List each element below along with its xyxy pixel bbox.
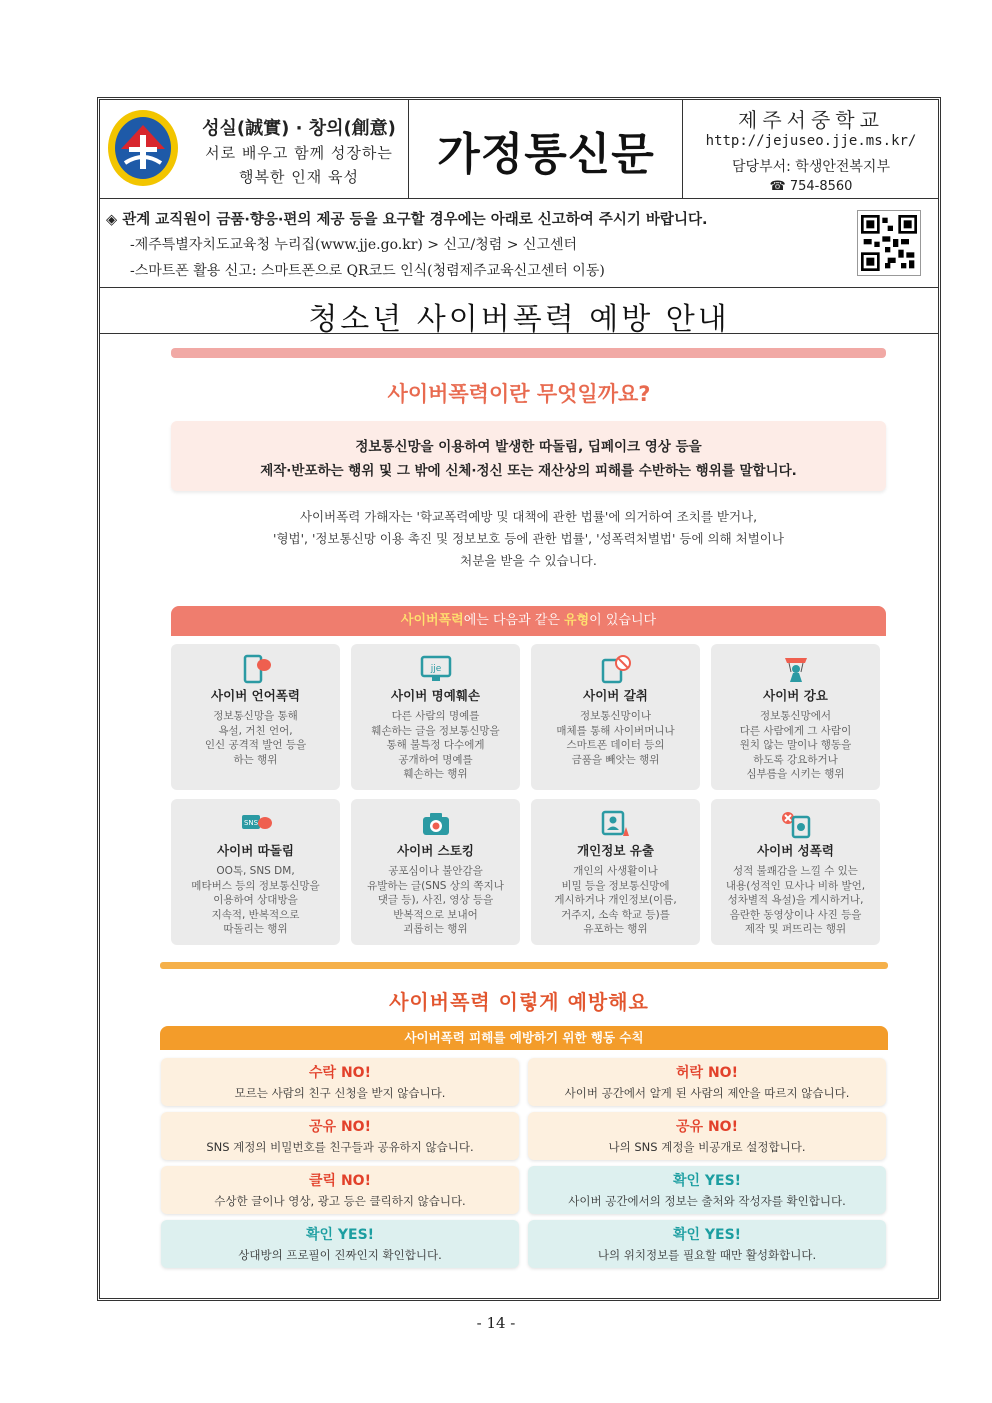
school-url-link[interactable]: http://jejuseo.jje.ms.kr/ — [705, 133, 917, 149]
report-notice-qr: -스마트폰 활용 신고: 스마트폰으로 QR코드 인식(청렴제주교육신고센터 이동) — [130, 263, 605, 279]
svg-text:jje: jje — [430, 664, 441, 674]
rule-desc: 나의 SNS 계정을 비공개로 설정합니다. — [608, 1140, 806, 1154]
type-desc: 정보통신망을 통해 욕설, 거친 언어, 인신 공격적 발언 등을 하는 행위 — [204, 710, 307, 766]
notice-divider — [100, 287, 938, 288]
page-title: 청소년 사이버폭력 예방 안내 — [308, 302, 730, 337]
rule-title: 허락 NO! — [676, 1065, 738, 1081]
type-desc: 정보통신망이나 매체를 통해 사이버머니나 스마트폰 데이터 등의 금품을 빼앗는 행위 — [556, 710, 675, 766]
sns-chat-icon — [239, 809, 273, 839]
rule-desc: 사이버 공간에서 알게 된 사람의 제안을 따르지 않습니다. — [564, 1086, 850, 1100]
school-motto-values: 성실(誠實) · 창의(創意) — [202, 118, 396, 139]
svg-text:SNS: SNS — [243, 819, 258, 827]
rule-title: 공유 NO! — [676, 1119, 738, 1135]
report-notice: ◈ 관계 교직원이 금품·향응·편의 제공 등을 요구할 경우에는 아래로 신고하여 주시기 바랍니다. — [106, 212, 708, 228]
rule-title: 확인 YES! — [305, 1227, 375, 1243]
type-card-defamation — [351, 644, 520, 790]
type-card-stalking — [351, 799, 520, 945]
type-desc: 다른 사람의 명예를 훼손하는 글을 정보통신망을 통해 불특정 다수에게 공개하여 명예를 훼손하는 행위 — [371, 710, 500, 780]
qr-code-icon[interactable] — [857, 210, 921, 276]
section-title-prevention: 사이버폭력 이렇게 예방해요 — [389, 990, 649, 1014]
type-card-exclusion — [171, 799, 340, 945]
definition-text: 정보통신망을 이용하여 발생한 따돌림, 딥페이크 영상 등을 — [355, 439, 702, 455]
school-motto-line: 서로 배우고 함께 성장하는 — [205, 144, 393, 162]
definition-box — [171, 421, 886, 491]
type-title: 개인정보 유출 — [577, 843, 654, 858]
speech-phone-icon — [239, 654, 273, 684]
type-card-privacy-leak — [531, 799, 700, 945]
type-title: 사이버 강요 — [763, 688, 828, 703]
rule-card — [161, 1166, 519, 1214]
type-card-extortion — [531, 644, 700, 790]
rule-desc: 나의 위치정보를 필요할 때만 활성화합니다. — [597, 1248, 817, 1262]
types-header-text: 이 있습니다 — [589, 613, 657, 628]
school-logo — [107, 109, 179, 187]
rule-title: 확인 YES! — [672, 1227, 742, 1243]
newsletter-frame — [97, 97, 941, 1301]
school-name: 제주서중학교 — [738, 108, 884, 132]
camera-x-icon — [779, 809, 813, 839]
rule-desc: SNS 계정의 비밀번호를 친구들과 공유하지 않습니다. — [206, 1140, 474, 1154]
rule-card — [528, 1058, 886, 1106]
header-col-divider-2 — [682, 100, 683, 198]
type-title: 사이버 언어폭력 — [211, 688, 300, 703]
type-title: 사이버 따돌림 — [217, 843, 294, 858]
rules-header: 사이버폭력 피해를 예방하기 위한 행동 수칙 — [160, 1026, 888, 1050]
type-desc: 정보통신망에서 다른 사람에게 그 사람이 원치 않는 말이나 행동을 하도록 강요하거나 심부름을 시키는 행위 — [739, 710, 852, 780]
type-desc: 공포심이나 불안감을 유발하는 글(SNS 상의 쪽지나 댓글 등), 사진, 영상 등을 반복적으로 보내어 괴롭히는 행위 — [367, 865, 504, 935]
section-title-definition: 사이버폭력이란 무엇일까요? — [387, 382, 651, 406]
rule-title: 클릭 NO! — [309, 1173, 371, 1189]
types-header — [171, 606, 886, 636]
department: 담당부서: 학생안전복지부 — [732, 159, 890, 175]
rule-card — [528, 1166, 886, 1214]
law-text: '형법', '정보통신망 이용 촉진 및 정보보호 등에 관한 법률', '성폭력처벌법' 등에 의해 처벌이나 — [273, 531, 784, 546]
report-notice-web: -제주특별자치도교육청 누리집(www.jje.go.kr) > 신고/청렴 > 신고센터 — [130, 237, 578, 253]
page-number: - 14 - — [476, 1314, 516, 1332]
rule-desc: 사이버 공간에서의 정보는 출처와 작성자를 확인합니다. — [568, 1194, 846, 1208]
newsletter-title: 가정통신문 — [437, 129, 655, 180]
type-desc: 성적 불쾌감을 느낄 수 있는 내용(성적인 묘사나 비하 발언, 성차별적 욕설)을 게시하거나, 음란한 동영상이나 사진 등을 제작 및 퍼뜨리는 행위 — [725, 865, 866, 935]
type-title: 사이버 스토킹 — [397, 843, 474, 858]
puppet-icon — [779, 654, 813, 684]
law-text: 처분을 받을 수 있습니다. — [460, 553, 597, 568]
rule-card — [528, 1112, 886, 1160]
type-title: 사이버 성폭력 — [757, 843, 834, 858]
rule-card — [161, 1058, 519, 1106]
phone-block-icon — [599, 654, 633, 684]
camera-icon — [419, 809, 453, 839]
rule-title: 수락 NO! — [309, 1065, 371, 1081]
decor-bar — [160, 962, 888, 969]
rule-card — [161, 1220, 519, 1268]
rule-desc: 상대방의 프로필이 진짜인지 확인합니다. — [238, 1248, 442, 1262]
type-title: 사이버 갈취 — [583, 688, 648, 703]
definition-text: 제작·반포하는 행위 및 그 밖에 신체·정신 또는 재산상의 피해를 수반하는 행위를 말합니다. — [260, 463, 797, 479]
type-desc: 개인의 사생활이나 비밀 등을 정보통신망에 게시하거나 개인정보(이름, 거주지, 소속 학교 등)를 유포하는 행위 — [554, 865, 677, 935]
phone-number: ☎ 754-8560 — [769, 179, 853, 194]
rule-title: 공유 NO! — [309, 1119, 371, 1135]
rule-title: 확인 YES! — [672, 1173, 742, 1189]
rule-card — [528, 1220, 886, 1268]
type-desc: OO톡, SNS DM, 메타버스 등의 정보통신망을 이용하여 상대방을 지속적, 반복적으로 따돌리는 행위 — [191, 865, 320, 935]
header-divider — [100, 198, 938, 199]
type-title: 사이버 명예훼손 — [391, 688, 480, 703]
profile-alert-icon — [599, 809, 633, 839]
types-header-keyword: 유형 — [564, 613, 590, 628]
rule-desc: 모르는 사람의 친구 신청을 받지 않습니다. — [234, 1086, 446, 1100]
type-card-sexual-violence — [711, 799, 880, 945]
rule-card — [161, 1112, 519, 1160]
types-header-text: 에는 다음과 같은 — [463, 613, 565, 628]
types-header-keyword: 사이버폭력 — [400, 613, 464, 628]
rule-desc: 수상한 글이나 영상, 광고 등은 클릭하지 않습니다. — [214, 1194, 466, 1208]
type-card-coercion — [711, 644, 880, 790]
jje-monitor-icon — [419, 654, 453, 684]
school-motto-line: 행복한 인재 육성 — [239, 168, 359, 186]
decor-bar — [171, 348, 886, 358]
law-text: 사이버폭력 가해자는 '학교폭력예방 및 대책에 관한 법률'에 의거하여 조치를 받거나, — [299, 509, 758, 524]
type-card-verbal — [171, 644, 340, 790]
